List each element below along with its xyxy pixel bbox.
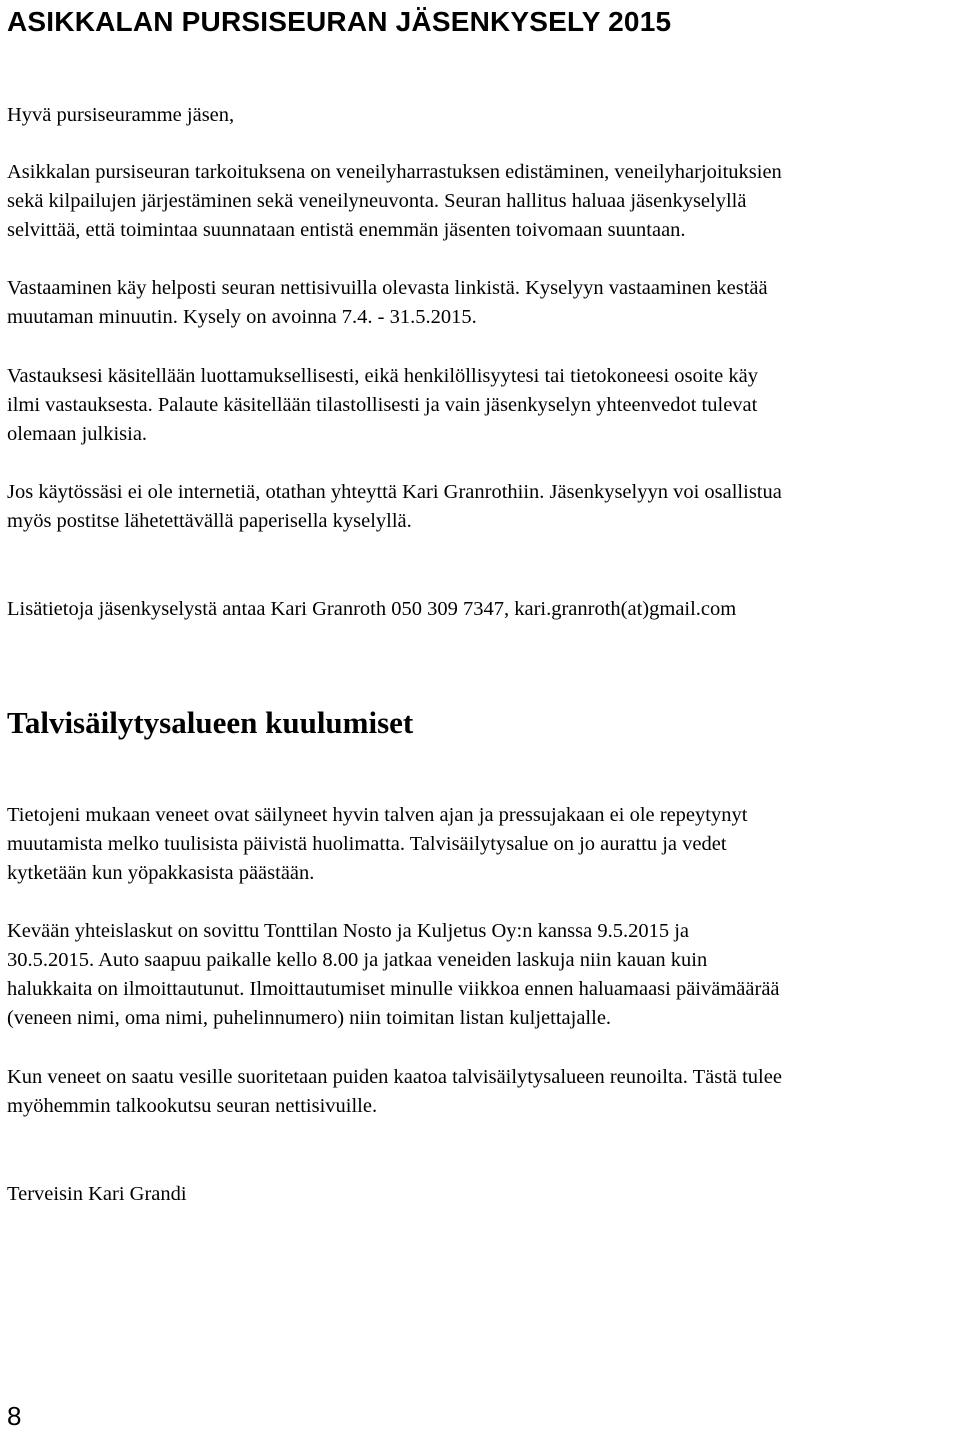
paragraph-line: 30.5.2015. Auto saapuu paikalle kello 8.00 ja jatkaa veneiden laskuja niin kauan kuin bbox=[7, 949, 708, 971]
storage-trees-paragraph bbox=[7, 1063, 953, 1121]
contact-line: Lisätietoja jäsenkyselystä antaa Kari Granroth 050 309 7347, kari.granroth(at)gmail.com bbox=[7, 598, 737, 620]
signature bbox=[7, 1180, 953, 1209]
paragraph-line: olemaan julkisia. bbox=[7, 423, 148, 445]
page-number: 8 bbox=[7, 1401, 22, 1431]
survey-contact-paragraph bbox=[7, 595, 953, 624]
storage-heading: Talvisäilytysalueen kuulumiset bbox=[7, 705, 414, 740]
paragraph-line: muutamista melko tuulisista päivistä huolimatta. Talvisäilytysalue on jo aurattu ja vedet bbox=[7, 833, 727, 855]
paragraph-line: selvittää, että toimintaa suunnataan entistä enemmän jäsenten toivomaan suuntaan. bbox=[7, 219, 686, 241]
paragraph-line: halukkaita on ilmoittautunut. Ilmoittautumiset minulle viikkoa ennen haluamaasi päivämäärää bbox=[7, 978, 780, 1000]
paragraph-line: Tietojeni mukaan veneet ovat säilyneet hyvin talven ajan ja pressujakaan ei ole repeytynyt bbox=[7, 804, 748, 826]
storage-launch-paragraph bbox=[7, 917, 953, 1033]
paragraph-line: Vastauksesi käsitellään luottamuksellisesti, eikä henkilöllisyytesi tai tietokoneesi osoite käy bbox=[7, 365, 758, 387]
greeting-line: Hyvä pursiseuramme jäsen, bbox=[7, 104, 235, 126]
paragraph-line: kytketään kun yöpakkasista päästään. bbox=[7, 862, 315, 884]
greeting bbox=[7, 101, 953, 130]
paragraph-line: Asikkalan pursiseuran tarkoituksena on veneilyharrastuksen edistäminen, veneilyharjoituksien bbox=[7, 161, 782, 183]
storage-status-paragraph bbox=[7, 801, 953, 888]
paragraph-line: Jos käytössäsi ei ole internetiä, otathan yhteyttä Kari Granrothiin. Jäsenkyselyyn voi osallistua bbox=[7, 481, 782, 503]
paragraph-line: Kevään yhteislaskut on sovittu Tonttilan Nosto ja Kuljetus Oy:n kanssa 9.5.2015 ja bbox=[7, 920, 690, 942]
signature-line: Terveisin Kari Grandi bbox=[7, 1183, 187, 1205]
paragraph-line: sekä kilpailujen järjestäminen sekä veneilyneuvonta. Seuran hallitus haluaa jäsenkyselyllä bbox=[7, 190, 747, 212]
paragraph-line: myöhemmin talkookutsu seuran nettisivuille. bbox=[7, 1095, 378, 1117]
survey-postal-paragraph bbox=[7, 478, 953, 536]
paragraph-line: Vastaaminen käy helposti seuran nettisivuilla olevasta linkistä. Kyselyyn vastaaminen kestää bbox=[7, 277, 768, 299]
paragraph-line: muutaman minuutin. Kysely on avoinna 7.4. - 31.5.2015. bbox=[7, 306, 477, 328]
paragraph-line: ilmi vastauksesta. Palaute käsitellään tilastollisesti ja vain jäsenkyselyn yhteenvedot tulevat bbox=[7, 394, 758, 416]
paragraph-line: (veneen nimi, oma nimi, puhelinnumero) niin toimitan listan kuljettajalle. bbox=[7, 1007, 612, 1029]
paragraph-line: myös postitse lähetettävällä paperisella kyselyllä. bbox=[7, 510, 412, 532]
survey-privacy-paragraph bbox=[7, 362, 953, 449]
survey-answering-paragraph bbox=[7, 274, 953, 332]
survey-heading: ASIKKALAN PURSISEURAN JÄSENKYSELY 2015 bbox=[7, 6, 672, 37]
survey-intro-paragraph bbox=[7, 158, 953, 245]
paragraph-line: Kun veneet on saatu vesille suoritetaan puiden kaatoa talvisäilytysalueen reunoilta. Tästä tulee bbox=[7, 1066, 782, 1088]
